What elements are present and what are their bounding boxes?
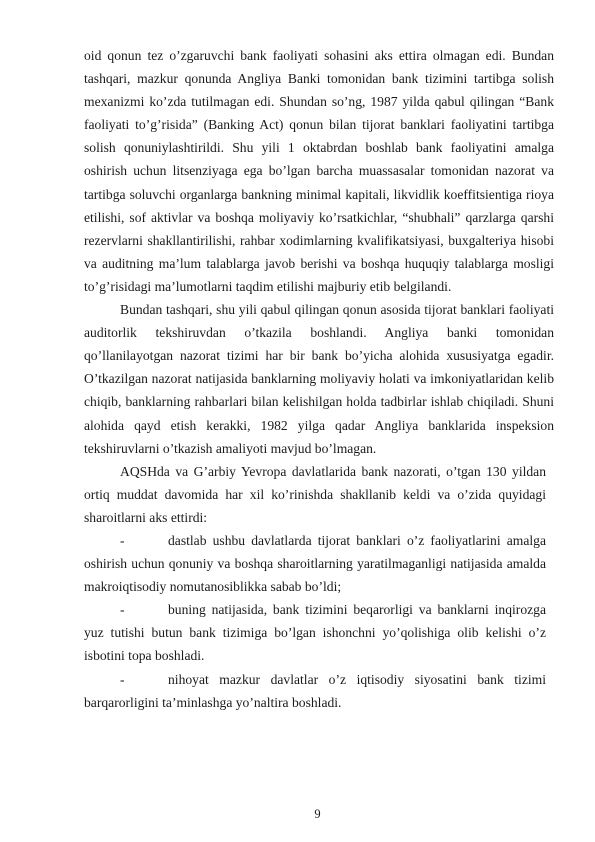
bullet-marker: - bbox=[120, 671, 125, 687]
list-item bbox=[84, 668, 546, 714]
paragraph-audit: Bundan tashqari, shu yili qabul qilingan qonun asosida tijorat banklari faoliyati auditorlik tekshiruvdan o’tkazila boshlandi. Angliya banki tomonidan qo’llanilayotgan nazorat tizimi har bir bank bo’yicha alohida xususiyatga egadir. O’tkazilgan nazorat natijasida banklarning moliyaviy holati va imkoniyatlaridan kelib chiqib, banklarning rahbarlari bilan kelishilgan holda tadbirlar ishlab chiqiladi. Shuni alohida qayd etish kerakki, 1982 yilga qadar Angliya banklarida inspeksion tekshiruvlarni o’tkazish amaliyoti mavjud bo’lmagan. bbox=[84, 302, 554, 456]
list-item-text: buning natijasida, bank tizimini beqarorligi va banklarni inqirozga yuz tutishi butun bank tizimiga bo’lgan ishonchni yo’qolishiga olib kelishi o’z isbotini topa boshladi. bbox=[84, 602, 546, 664]
paragraph-continuation: oid qonun tez o’zgaruvchi bank faoliyati sohasini aks ettira olmagan edi. Bundan tashqari, mazkur qonunda Angliya Banki tomonidan bank tizimini tartibga solish mexanizmi ko’zda tutilmagan edi. Shundan so’ng, 1987 yilda qabul qilingan “Bank faoliyati to’g’risida” (Banking Act) qonun bilan tijorat banklari faoliyatini tartibga solish qonuniylashtirildi. Shu yili 1 oktabrdan boshlab bank faoliyatini amalga oshirish uchun litsenziyaga ega bo’lgan barcha muassasalar tomonidan nazorat va tartibga soluvchi organlarga bankning minimal kapitali, likvidlik koeffitsientiga rioya etilishi, sof aktivlar va boshqa moliyaviy ko’rsatkichlar, “shubhali” qarzlarga qarshi rezervlarni shakllantirilishi, rahbar xodimlarning kvalifikatsiyasi, buxgalteriya hisobi va auditning ma’lum talablarga javob berishi va boshqa huquqiy talablarga mosligi to’g’risidagi ma’lumotlarni taqdim etilishi majburiy etib belgilandi. bbox=[84, 48, 554, 294]
list-item bbox=[84, 598, 546, 667]
document-page bbox=[84, 44, 554, 714]
list-item-text: nihoyat mazkur davlatlar o’z iqtisodiy siyosatini bank tizimi barqarorligini ta’minlashga yo’naltira boshladi. bbox=[84, 671, 546, 710]
list-item-text: dastlab ushbu davlatlarda tijorat banklari o’z faoliyatlarini amalga oshirish uchun qonuniy va boshqa sharoitlarning yaratilmaganligi natijasida amalda makroiqtisodiy nomutanosiblikka sabab bo’ldi; bbox=[84, 532, 546, 595]
paragraph-usa-europe: AQSHda va G’arbiy Yevropa davlatlarida bank nazorati, o’tgan 130 yildan ortiq muddat davomida har xil ko’rinishda shakllanib keldi va o’zida quyidagi sharoitlarni aks ettirdi: bbox=[84, 463, 546, 525]
bullet-marker: - bbox=[120, 602, 125, 618]
list-item bbox=[84, 529, 546, 598]
page-number: 9 bbox=[314, 807, 321, 821]
bullet-marker: - bbox=[120, 532, 125, 548]
